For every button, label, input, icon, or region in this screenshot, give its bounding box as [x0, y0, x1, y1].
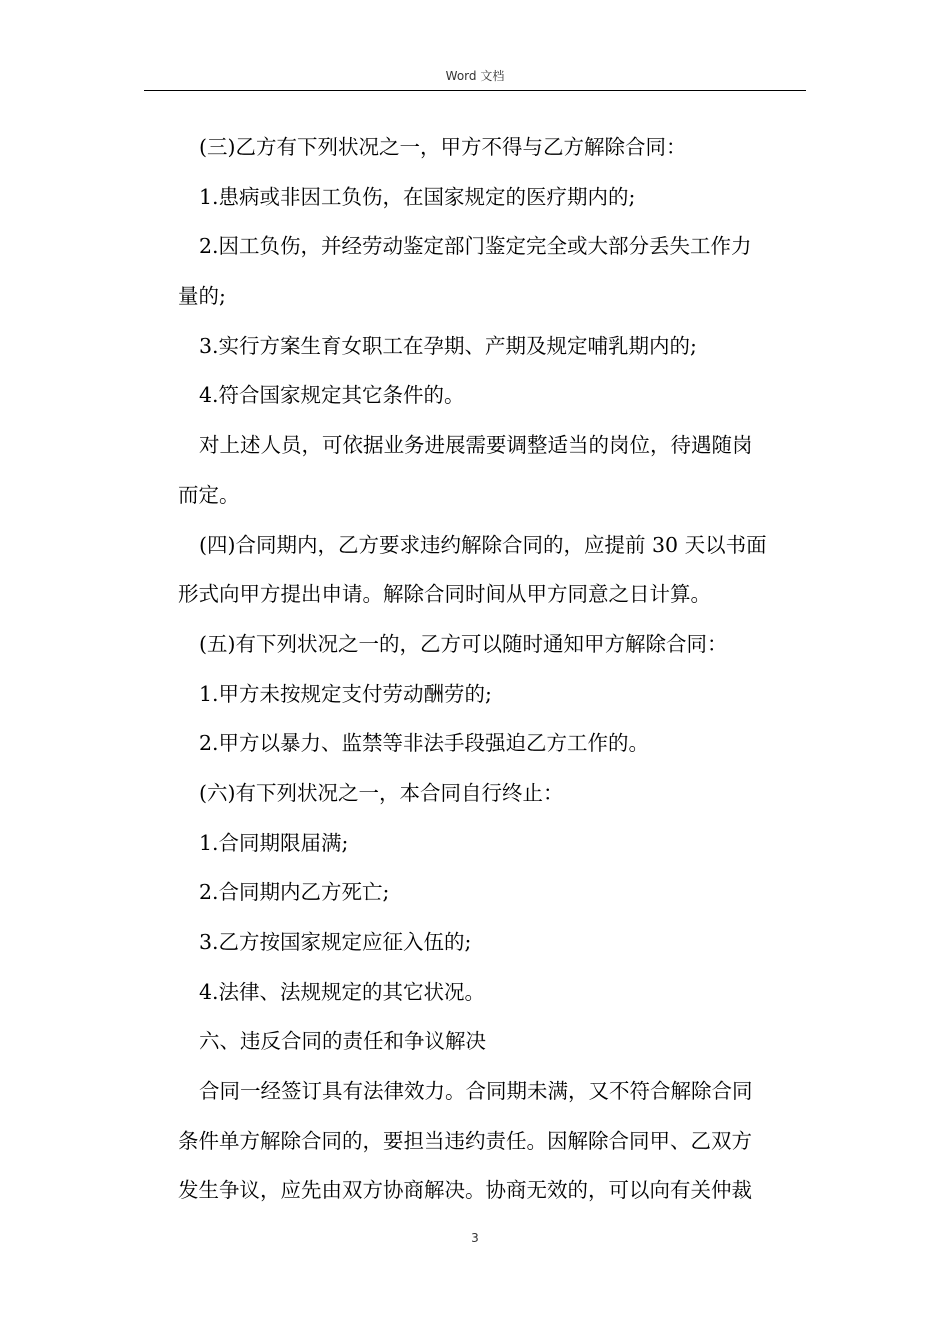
paragraph-line: (五)有下列状况之一的，乙方可以随时通知甲方解除合同： — [199, 631, 728, 656]
page-footer — [144, 1230, 806, 1246]
document-body — [178, 123, 806, 1216]
paragraph-line: 4.法律、法规规定的其它状况。 — [199, 979, 486, 1004]
paragraph-line: (四)合同期内，乙方要求违约解除合同的，应提前 30 天以书面 — [199, 532, 767, 557]
paragraph-line: (六)有下列状况之一，本合同自行终止： — [199, 780, 564, 805]
paragraph-line: 发生争议，应先由双方协商解决。协商无效的，可以向有关仲裁 — [178, 1178, 752, 1203]
paragraph-line: 1.合同期限届满; — [199, 830, 349, 855]
paragraph-line: 3.实行方案生育女职工在孕期、产期及规定哺乳期内的; — [199, 333, 697, 358]
paragraph-line: 条件单方解除合同的，要担当违约责任。因解除合同甲、乙双方 — [178, 1128, 752, 1153]
paragraph-line: 2.甲方以暴力、监禁等非法手段强迫乙方工作的。 — [199, 731, 650, 756]
header-title: Word 文档 — [445, 69, 505, 83]
paragraph-line: 对上述人员，可依据业务进展需要调整适当的岗位，待遇随岗 — [199, 433, 753, 458]
paragraph-line: 1.患病或非因工负伤，在国家规定的医疗期内的; — [199, 184, 636, 209]
paragraph-line: 形式向甲方提出申请。解除合同时间从甲方同意之日计算。 — [178, 582, 711, 607]
paragraph-line: 量的; — [178, 284, 226, 309]
section-heading: 六、违反合同的责任和争议解决 — [199, 1029, 486, 1054]
paragraph-line: 而定。 — [178, 482, 240, 507]
paragraph-line: 3.乙方按国家规定应征入伍的; — [199, 930, 472, 954]
paragraph-line: (三)乙方有下列状况之一，甲方不得与乙方解除合同： — [199, 135, 687, 159]
paragraph-line: 4.符合国家规定其它条件的。 — [199, 383, 465, 408]
paragraph-line: 合同一经签订具有法律效力。合同期未满，又不符合解除合同 — [199, 1079, 753, 1104]
page-header — [144, 66, 806, 91]
paragraph-line: 2.因工负伤，并经劳动鉴定部门鉴定完全或大部分丢失工作力 — [199, 234, 752, 259]
paragraph-line: 2.合同期内乙方死亡; — [199, 880, 390, 905]
page-number: 3 — [471, 1231, 479, 1245]
paragraph-line: 1.甲方未按规定支付劳动酬劳的; — [199, 681, 492, 706]
